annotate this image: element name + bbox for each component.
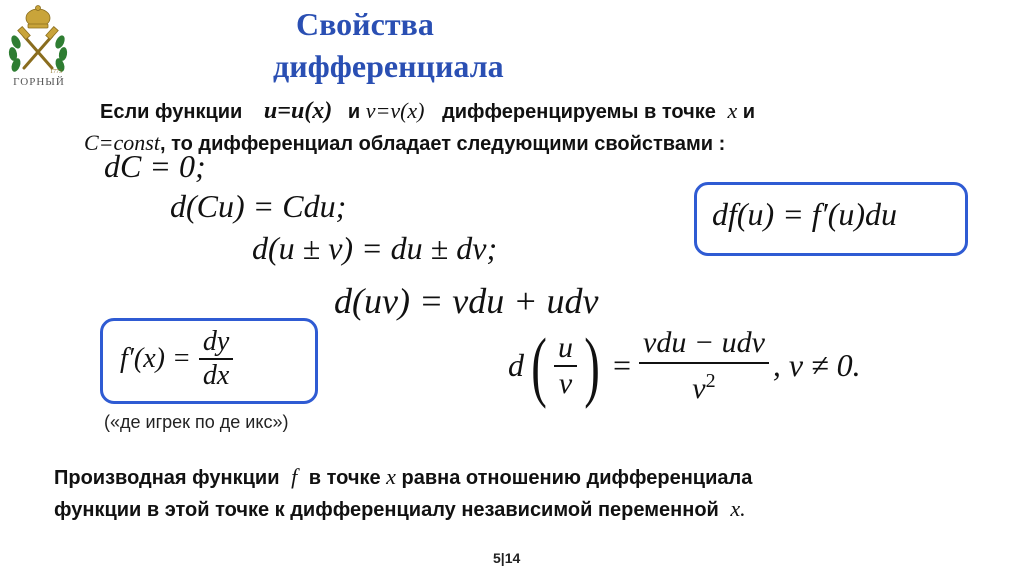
caption: («де игрек по де икс») xyxy=(104,412,289,432)
fraction-denominator: dx xyxy=(202,359,230,391)
fraction-numerator: u xyxy=(557,331,573,364)
formula-quotient xyxy=(508,321,861,409)
slide-title-line1: Свойства xyxy=(296,6,434,42)
conclusion-text: Производная функции xyxy=(54,467,280,489)
math-const: C=const xyxy=(84,130,160,155)
math-f: f xyxy=(291,464,298,489)
page-number: 5|14 xyxy=(493,550,521,566)
intro-text: и xyxy=(742,101,756,123)
formula-df: df(u) = f′(u)du xyxy=(712,196,897,232)
conclusion-text: равна отношению дифференциала xyxy=(401,467,753,489)
formula-dcu: d(Cu) = Cdu; xyxy=(170,188,347,224)
math-x: x. xyxy=(730,496,746,521)
formula-du-plus-minus-v: d(u ± v) = du ± dv; xyxy=(252,230,498,266)
fraction-denominator: v xyxy=(558,366,573,400)
fraction-main xyxy=(639,326,769,406)
formula-derivative xyxy=(120,326,233,392)
intro-text: , то дифференциал обладает следующими свойствами : xyxy=(159,133,726,155)
intro-text: дифференцируемы в точке xyxy=(442,101,716,123)
condition: , v ≠ 0. xyxy=(772,347,861,384)
logo-year: 1773 xyxy=(50,69,62,75)
conclusion-line-2 xyxy=(54,496,746,522)
left-paren: ( xyxy=(531,321,547,409)
conclusion-text: в точке xyxy=(308,467,381,489)
intro-text: Если функции xyxy=(100,101,243,123)
derivative-left: f′(x) = xyxy=(120,342,191,374)
logo-text: ГОРНЫЙ xyxy=(13,76,65,88)
intro-line-1 xyxy=(100,98,755,125)
math-u: u=u(x) xyxy=(263,98,333,124)
fraction-dy-dx xyxy=(199,326,233,392)
intro-text: и xyxy=(347,101,361,123)
right-paren: ) xyxy=(584,321,600,409)
conclusion-text: функции в этой точке к дифференциалу независимой переменной xyxy=(54,499,719,521)
formula-dc: dC = 0; xyxy=(104,148,206,184)
quotient-d: d xyxy=(508,347,524,384)
fraction-numerator: dy xyxy=(202,326,230,357)
fraction-denominator xyxy=(688,364,719,406)
fraction-numerator: vdu − udv xyxy=(643,326,765,359)
slide-title-line2: дифференциала xyxy=(273,48,504,84)
equals-sign: = xyxy=(612,347,632,384)
exponent: 2 xyxy=(705,369,716,392)
denominator-v: v xyxy=(692,371,706,405)
math-x: x xyxy=(386,464,396,489)
math-v: v=v(x) xyxy=(365,98,425,123)
conclusion-line-1 xyxy=(54,464,752,490)
math-x: x xyxy=(727,98,738,123)
formula-duv: d(uv) = vdu + udv xyxy=(334,281,599,321)
fraction-u-over-v xyxy=(554,331,577,401)
